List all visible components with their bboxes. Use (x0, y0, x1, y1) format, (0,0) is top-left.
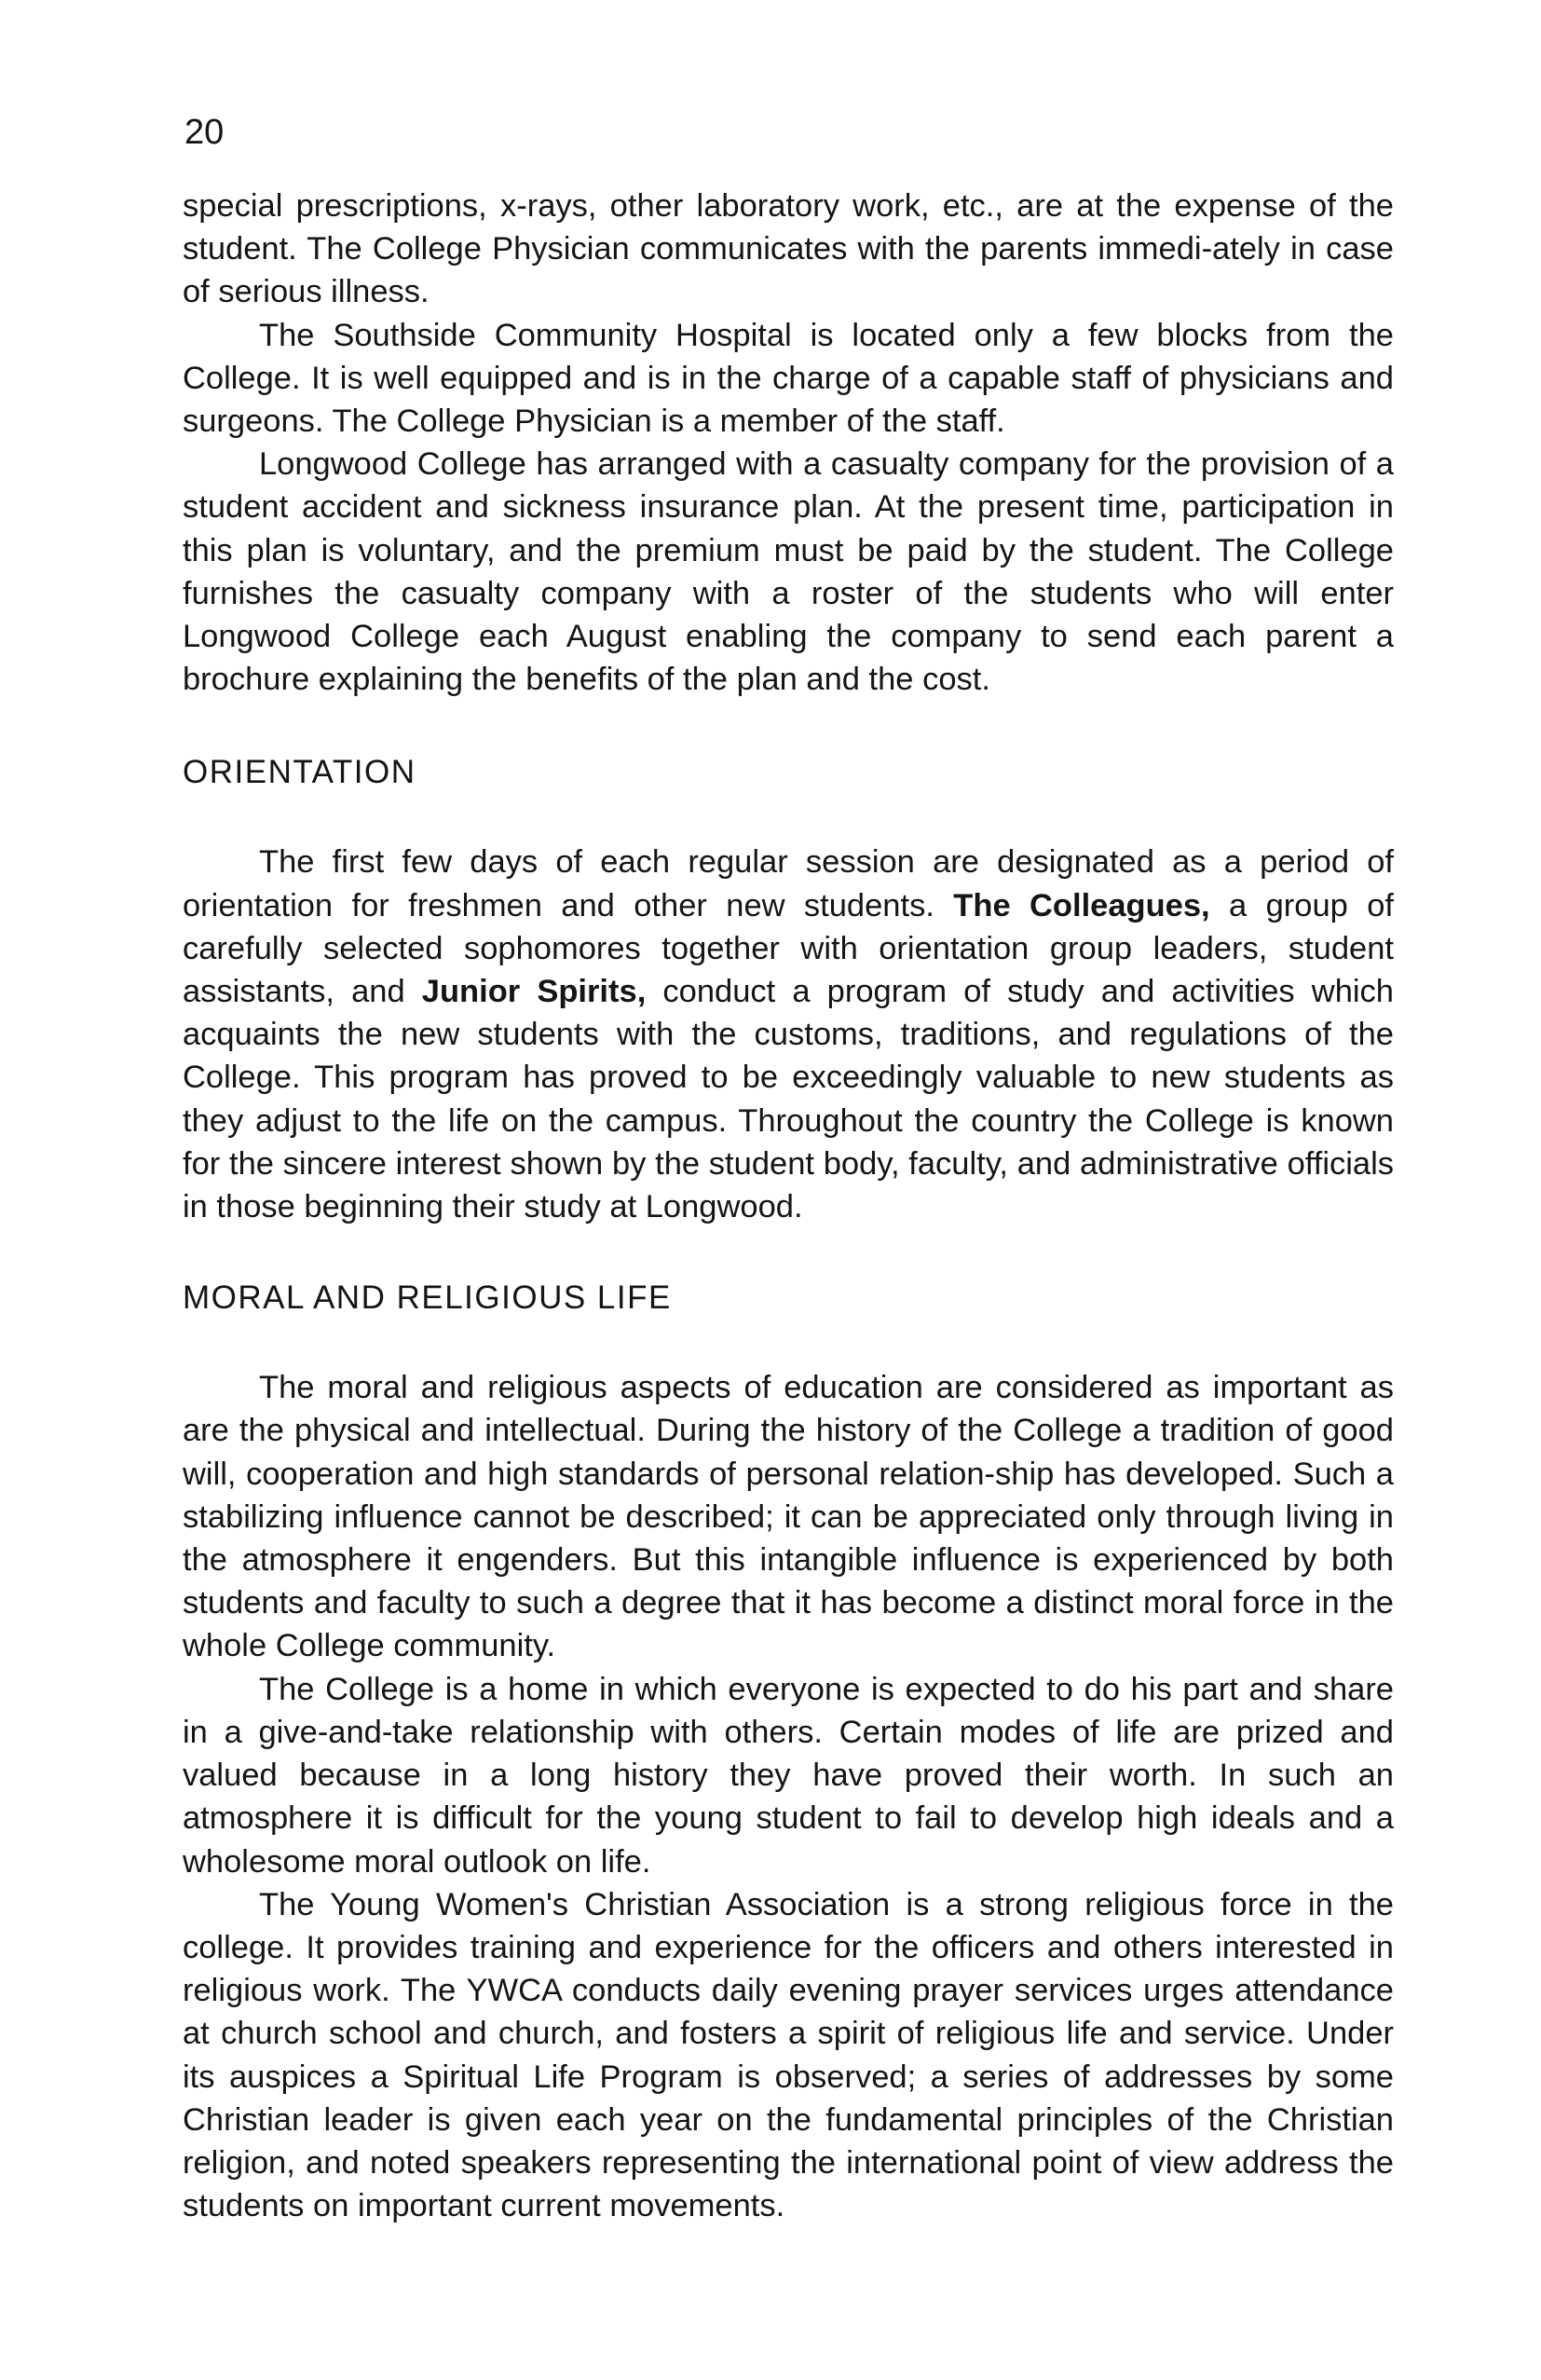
orientation-text-part3: conduct a program of study and activities which acquaints the new students with the customs, traditions, and regulations of the College. This program has proved to be exceedingly valuable to new students as they adjust to the life on the campus. Throughout the country the College is known for the sincere interest shown by the student body, faculty, and administrative officials in those beginning their study at Longwood. (183, 974, 1394, 1225)
moral-paragraph-1: The moral and religious aspects of education are considered as important as are the physical and intellectual. During the history of the College a tradition of good will, cooperation and high standards of personal relation-ship has developed. Such a stabilizing influence cannot be described; it can be appreciated only through living in the atmosphere it engenders. But this intangible influence is experienced by both students and faculty to such a degree that it has become a distinct moral force in the whole College community. (183, 1370, 1394, 1664)
junior-spirits-bold-term: Junior Spirits, (421, 974, 647, 1010)
page-number: 20 (184, 113, 225, 152)
health-insurance-paragraph: Longwood College has arranged with a casualty company for the provision of a student accident and sickness insurance plan. At the present time, participation in this plan is voluntary, and the premium must be paid by the student. The College furnishes the casualty company with a roster of the students who will enter Longwood College each August enabling the company to send each parent a brochure explaining the benefits of the plan and the cost. (183, 446, 1394, 698)
orientation-text-part2: a group of carefully selected sophomores together with orientation group leaders, student assistants, and (183, 887, 1394, 1010)
health-hospital-paragraph: The Southside Community Hospital is located only a few blocks from the College. It is well equipped and is in the charge of a capable staff of physicians and surgeons. The College Physician is a member of the staff. (183, 317, 1394, 440)
moral-religious-heading: MORAL AND RELIGIOUS LIFE (183, 1279, 672, 1317)
orientation-paragraph (183, 841, 1394, 1228)
orientation-text-part1: The first few days of each regular session are designated as a period of orientation for freshmen and other new students. (183, 844, 1394, 923)
ywca-paragraph: The Young Women's Christian Association is a strong religious force in the college. It provides training and experience for the officers and others interested in religious work. The YWCA conducts daily evening prayer services urges attendance at church school and church, and fosters a spirit of religious life and service. Under its auspices a Spiritual Life Program is observed; a series of addresses by some Christian leader is given each year on the fundamental principles of the Christian religion, and noted speakers representing the international point of view address the students on important current movements. (183, 1886, 1394, 2224)
moral-paragraph-2: The College is a home in which everyone is expected to do his part and share in a give-and-take relationship with others. Certain modes of life are prized and valued because in a long history they have proved their worth. In such an atmosphere it is difficult for the young student to fail to develop high ideals and a wholesome moral outlook on life. (183, 1671, 1394, 1880)
orientation-heading: ORIENTATION (183, 754, 416, 791)
colleagues-bold-term: The Colleagues, (953, 887, 1210, 923)
health-paragraph-continued: special prescriptions, x-rays, other laboratory work, etc., are at the expense of the student. The College Physician communicates with the parents immedi-ately in case of serious illness. (183, 188, 1394, 310)
page-content (183, 185, 1394, 2227)
